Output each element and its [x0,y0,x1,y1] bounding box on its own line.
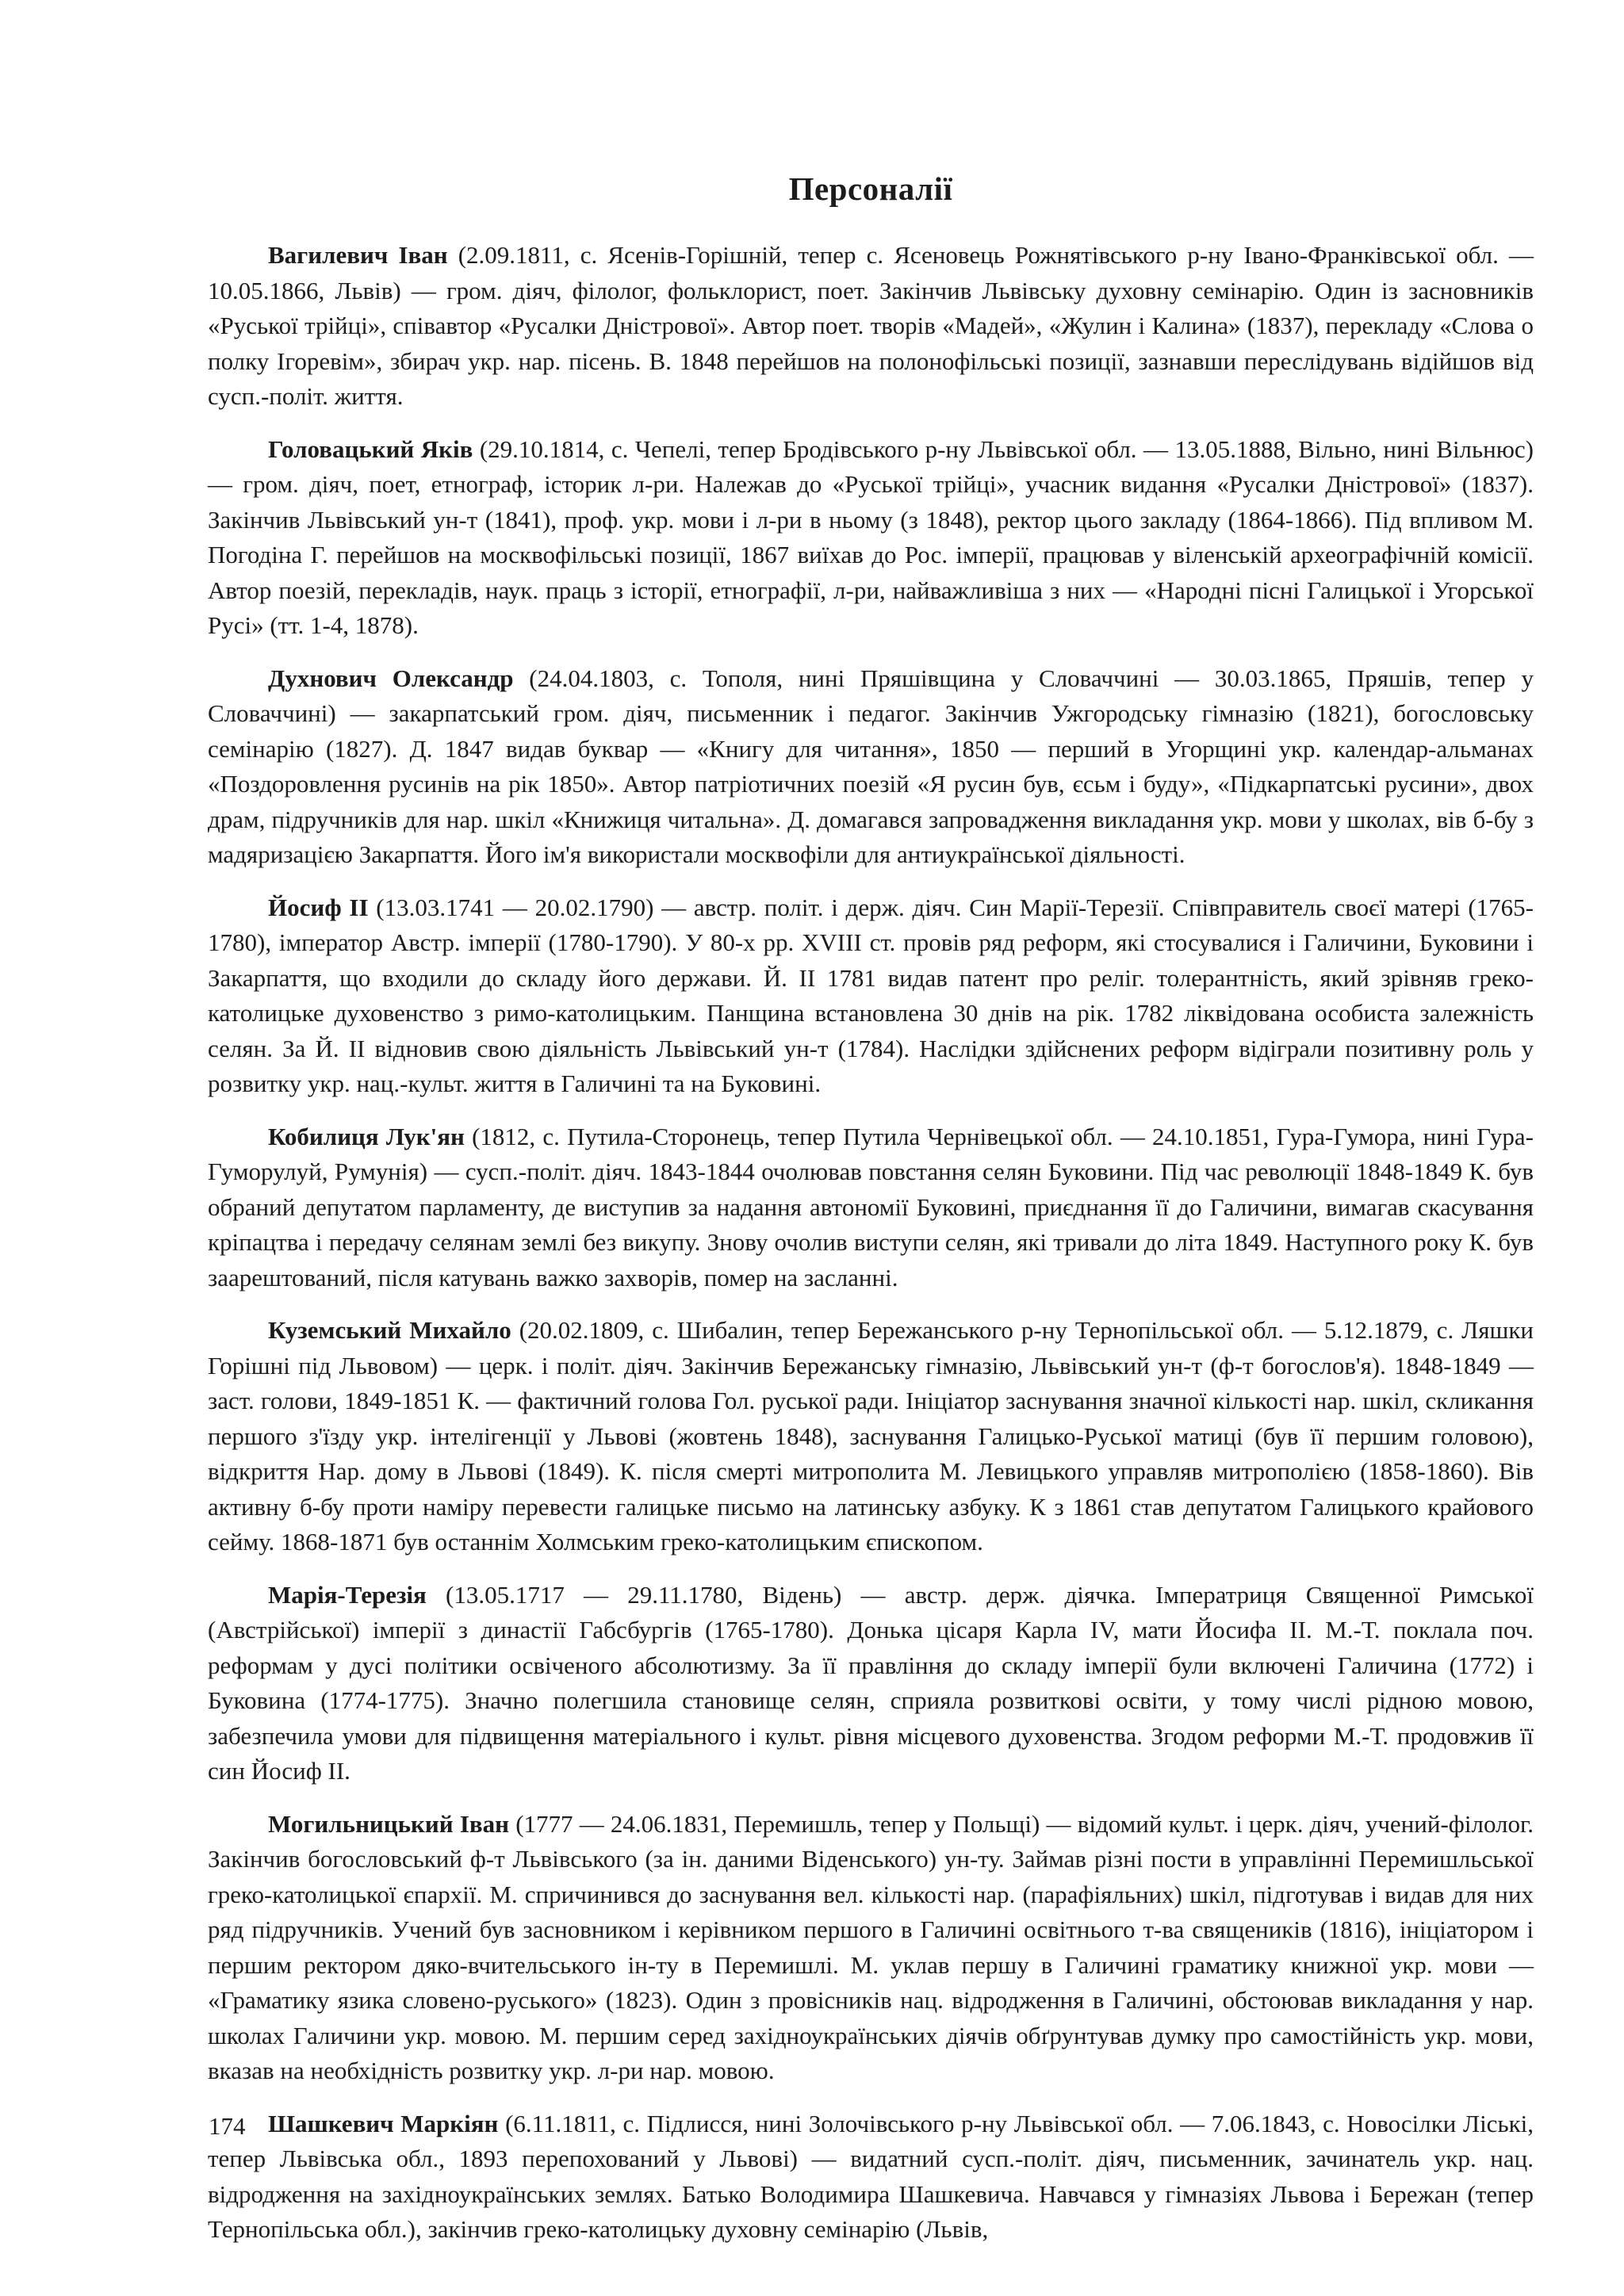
entry-text: (24.04.1803, с. Тополя, нині Пряшівщина у Словаччині — 30.03.1865, Пряшів, тепер у Словаччині) — закарпатський гром. діяч, письменник і педагог. Закінчив Ужгородську гімназію (1821), богословську семінарію (1827). Д. 1847 видав буквар — «Книгу для читання», 1850 — перший в Угорщині укр. календар-альманах «Поздоровлення русинів на рік 1850». Автор патріотичних поезій «Я русин був, єсьм і буду», «Підкарпатські русини», двох драм, підручників для нар. шкіл «Книжиця читальна». Д. домагався запровадження викладання укр. мови у школах, вів б-бу з мадяризацією Закарпаття. Його ім'я використали москвофіли для антиукраїнської діяльності. [208,664,1534,868]
entry-kuzemskyi [208,1313,1534,1560]
entry-shashkevych [208,2107,1534,2248]
entry-text: (20.02.1809, с. Шибалин, тепер Бережанського р-ну Тернопільської обл. — 5.12.1879, с. Ляшки Горішні під Львовом) — церк. і політ. діяч. Закінчив Бережанську гімназію, Львівський ун-т (ф-т богослов'я). 1848-1849 — заст. голови, 1849-1851 К. — фактичний голова Гол. руської ради. Ініціатор заснування значної кількості нар. шкіл, скликання першого з'їзду укр. інтелігенції у Львові (жовтень 1848), заснування Галицько-Руської матиці (був її першим головою), відкриття Нар. дому в Львові (1849). К. після смерті митрополита М. Левицького управляв митрополією (1858-1860). Вів активну б-бу проти наміру перевести галицьке письмо на латинську азбуку. К з 1861 став депутатом Галицького крайового сейму. 1868-1871 був останнім Холмським греко-католицьким єпископом. [208,1316,1534,1556]
entry-text: (13.05.1717 — 29.11.1780, Відень) — австр. держ. діячка. Імператриця Священної Римської (Австрійської) імперії з династії Габсбургів (1765-1780). Донька цісаря Карла IV, мати Йосифа II. М.-Т. поклала поч. реформам у дусі політики освіченого абсолютизму. За її правління до складу імперії були включені Галичина (1772) і Буковина (1774-1775). Значно полегшила становище селян, сприяла розвиткові освіти, у тому числі рідною мовою, забезпечила умови для підвищення матеріального і культ. рівня місцевого духовенства. Згодом реформи М.-Т. продовжив її син Йосиф II. [208,1580,1534,1785]
entry-name: Йосиф II [268,893,369,921]
entry-text: (2.09.1811, с. Ясенів-Горішній, тепер с. Ясеновець Рожнятівського р-ну Івано-Франківської обл. — 10.05.1866, Львів) — гром. діяч, філолог, фольклорист, поет. Закінчив Львівську духовну семінарію. Один із засновників «Руської трійці», співавтор «Русалки Дністрової». Автор поет. творів «Мадей», «Жулин і Калина» (1837), перекладу «Слова о полку Ігоревім», збирач укр. нар. пісень. В. 1848 перейшов на полонофільські позиції, зазнавши переслідувань відійшов від сусп.-політ. життя. [208,241,1534,410]
entry-name: Могильницький Іван [268,1809,509,1838]
entry-text: (1777 — 24.06.1831, Перемишль, тепер у Польщі) — відомий культ. і церк. діяч, учений-філолог. Закінчив богословський ф-т Львівського (за ін. даними Віденського) ун-ту. Займав різні пости в управлінні Перемишльської греко-католицької єпархії. М. спричинився до заснування вел. кількості нар. (парафіяльних) шкіл, підготував і видав для них ряд підручників. Учений був засновником і керівником першого в Галичині освітнього т-ва священиків (1816), ініціатором і першим ректором дяко-вчительського ін-ту в Перемишлі. М. уклав першу в Галичині граматику книжної укр. мови — «Граматику язика словено-руського» (1823). Один з провісників нац. відродження в Галичині, обстоював викладання у нар. школах Галичини укр. мовою. М. першим серед західноукраїнських діячів обґрунтував думку про самостійність укр. мови, вказав на необхідність розвитку укр. л-ри нар. мовою. [208,1809,1534,2084]
entry-holovatskyi [208,432,1534,644]
entry-text: (6.11.1811, с. Підлисся, нині Золочівського р-ну Львівської обл. — 7.06.1843, с. Новосілки Ліські, тепер Львівська обл., 1893 перепохований у Львові) — видатний сусп.-політ. діяч, письменник, зачинатель укр. нац. відродження на західноукраїнських землях. Батько Володимира Шашкевича. Навчався у гімназіях Львова і Бережан (тепер Тернопільська обл.), закінчив греко-католицьку духовну семінарію (Львів, [208,2109,1534,2243]
entry-kobylytsia [208,1119,1534,1296]
entry-mohylnytskyi [208,1807,1534,2089]
entry-name: Шашкевич Маркіян [268,2109,499,2137]
entry-name: Марія-Терезія [268,1580,427,1609]
entry-text: (1812, с. Путила-Сторонець, тепер Путила Чернівецької обл. — 24.10.1851, Гура-Гумора, нині Гура-Гуморулуй, Румунія) — сусп.-політ. діяч. 1843-1844 очолював повстання селян Буковини. Під час революції 1848-1849 К. був обраний депутатом парламенту, де виступив за надання автономії Буковині, приєднання її до Галичини, вимагав скасування кріпацтва і передачу селянам землі без викупу. Знову очолив виступи селян, які тривали до літа 1849. Наступного року К. був заарештований, після катувань важко захворів, помер на засланні. [208,1122,1534,1292]
entry-name: Кобилиця Лук'ян [268,1122,465,1150]
entry-joseph-ii [208,890,1534,1102]
entry-text: (13.03.1741 — 20.02.1790) — австр. політ. і держ. діяч. Син Марії-Терезії. Співправитель своєї матері (1765-1780), імператор Австр. імперії (1780-1790). У 80-х рр. XVIII ст. провів ряд реформ, які стосувалися і Галичини, Буковини і Закарпаття, що входили до складу його держави. Й. II 1781 видав патент про реліг. толерантність, який зрівняв греко-католицьке духовенство з римо-католицьким. Панщина встановлена 30 днів на рік. 1782 ліквідована особиста залежність селян. За Й. II відновив свою діяльність Львівський ун-т (1784). Наслідки здійснених реформ відіграли позитивну роль у розвитку укр. нац.-культ. життя в Галичині та на Буковині. [208,893,1534,1097]
page-title: Персоналії [788,170,953,207]
page-number: 174 [209,2112,246,2140]
entry-name: Вагилевич Іван [268,241,448,269]
entry-name: Куземський Михайло [268,1316,511,1344]
entry-vahylevych [208,238,1534,415]
entry-maria-theresa [208,1578,1534,1789]
document-page [208,168,1534,2265]
entry-name: Головацький Яків [268,434,473,463]
entry-dukhnovych [208,661,1534,873]
entry-text: (29.10.1814, с. Чепелі, тепер Бродівського р-ну Львівської обл. — 13.05.1888, Вільно, нині Вільнюс) — гром. діяч, поет, етнограф, історик л-ри. Належав до «Руської трійці», учасник видання «Русалки Дністрової» (1837). Закінчив Львівський ун-т (1841), проф. укр. мови і л-ри в ньому (з 1848), ректор цього закладу (1864-1866). Під впливом М. Погодіна Г. перейшов на москвофільські позиції, 1867 виїхав до Рос. імперії, працював у віленській археографічній комісії. Автор поезій, перекладів, наук. праць з історії, етнографії, л-ри, найважливіша з них — «Народні пісні Галицької і Угорської Русі» (тт. 1-4, 1878). [208,434,1534,639]
entry-name: Духнович Олександр [268,664,514,692]
